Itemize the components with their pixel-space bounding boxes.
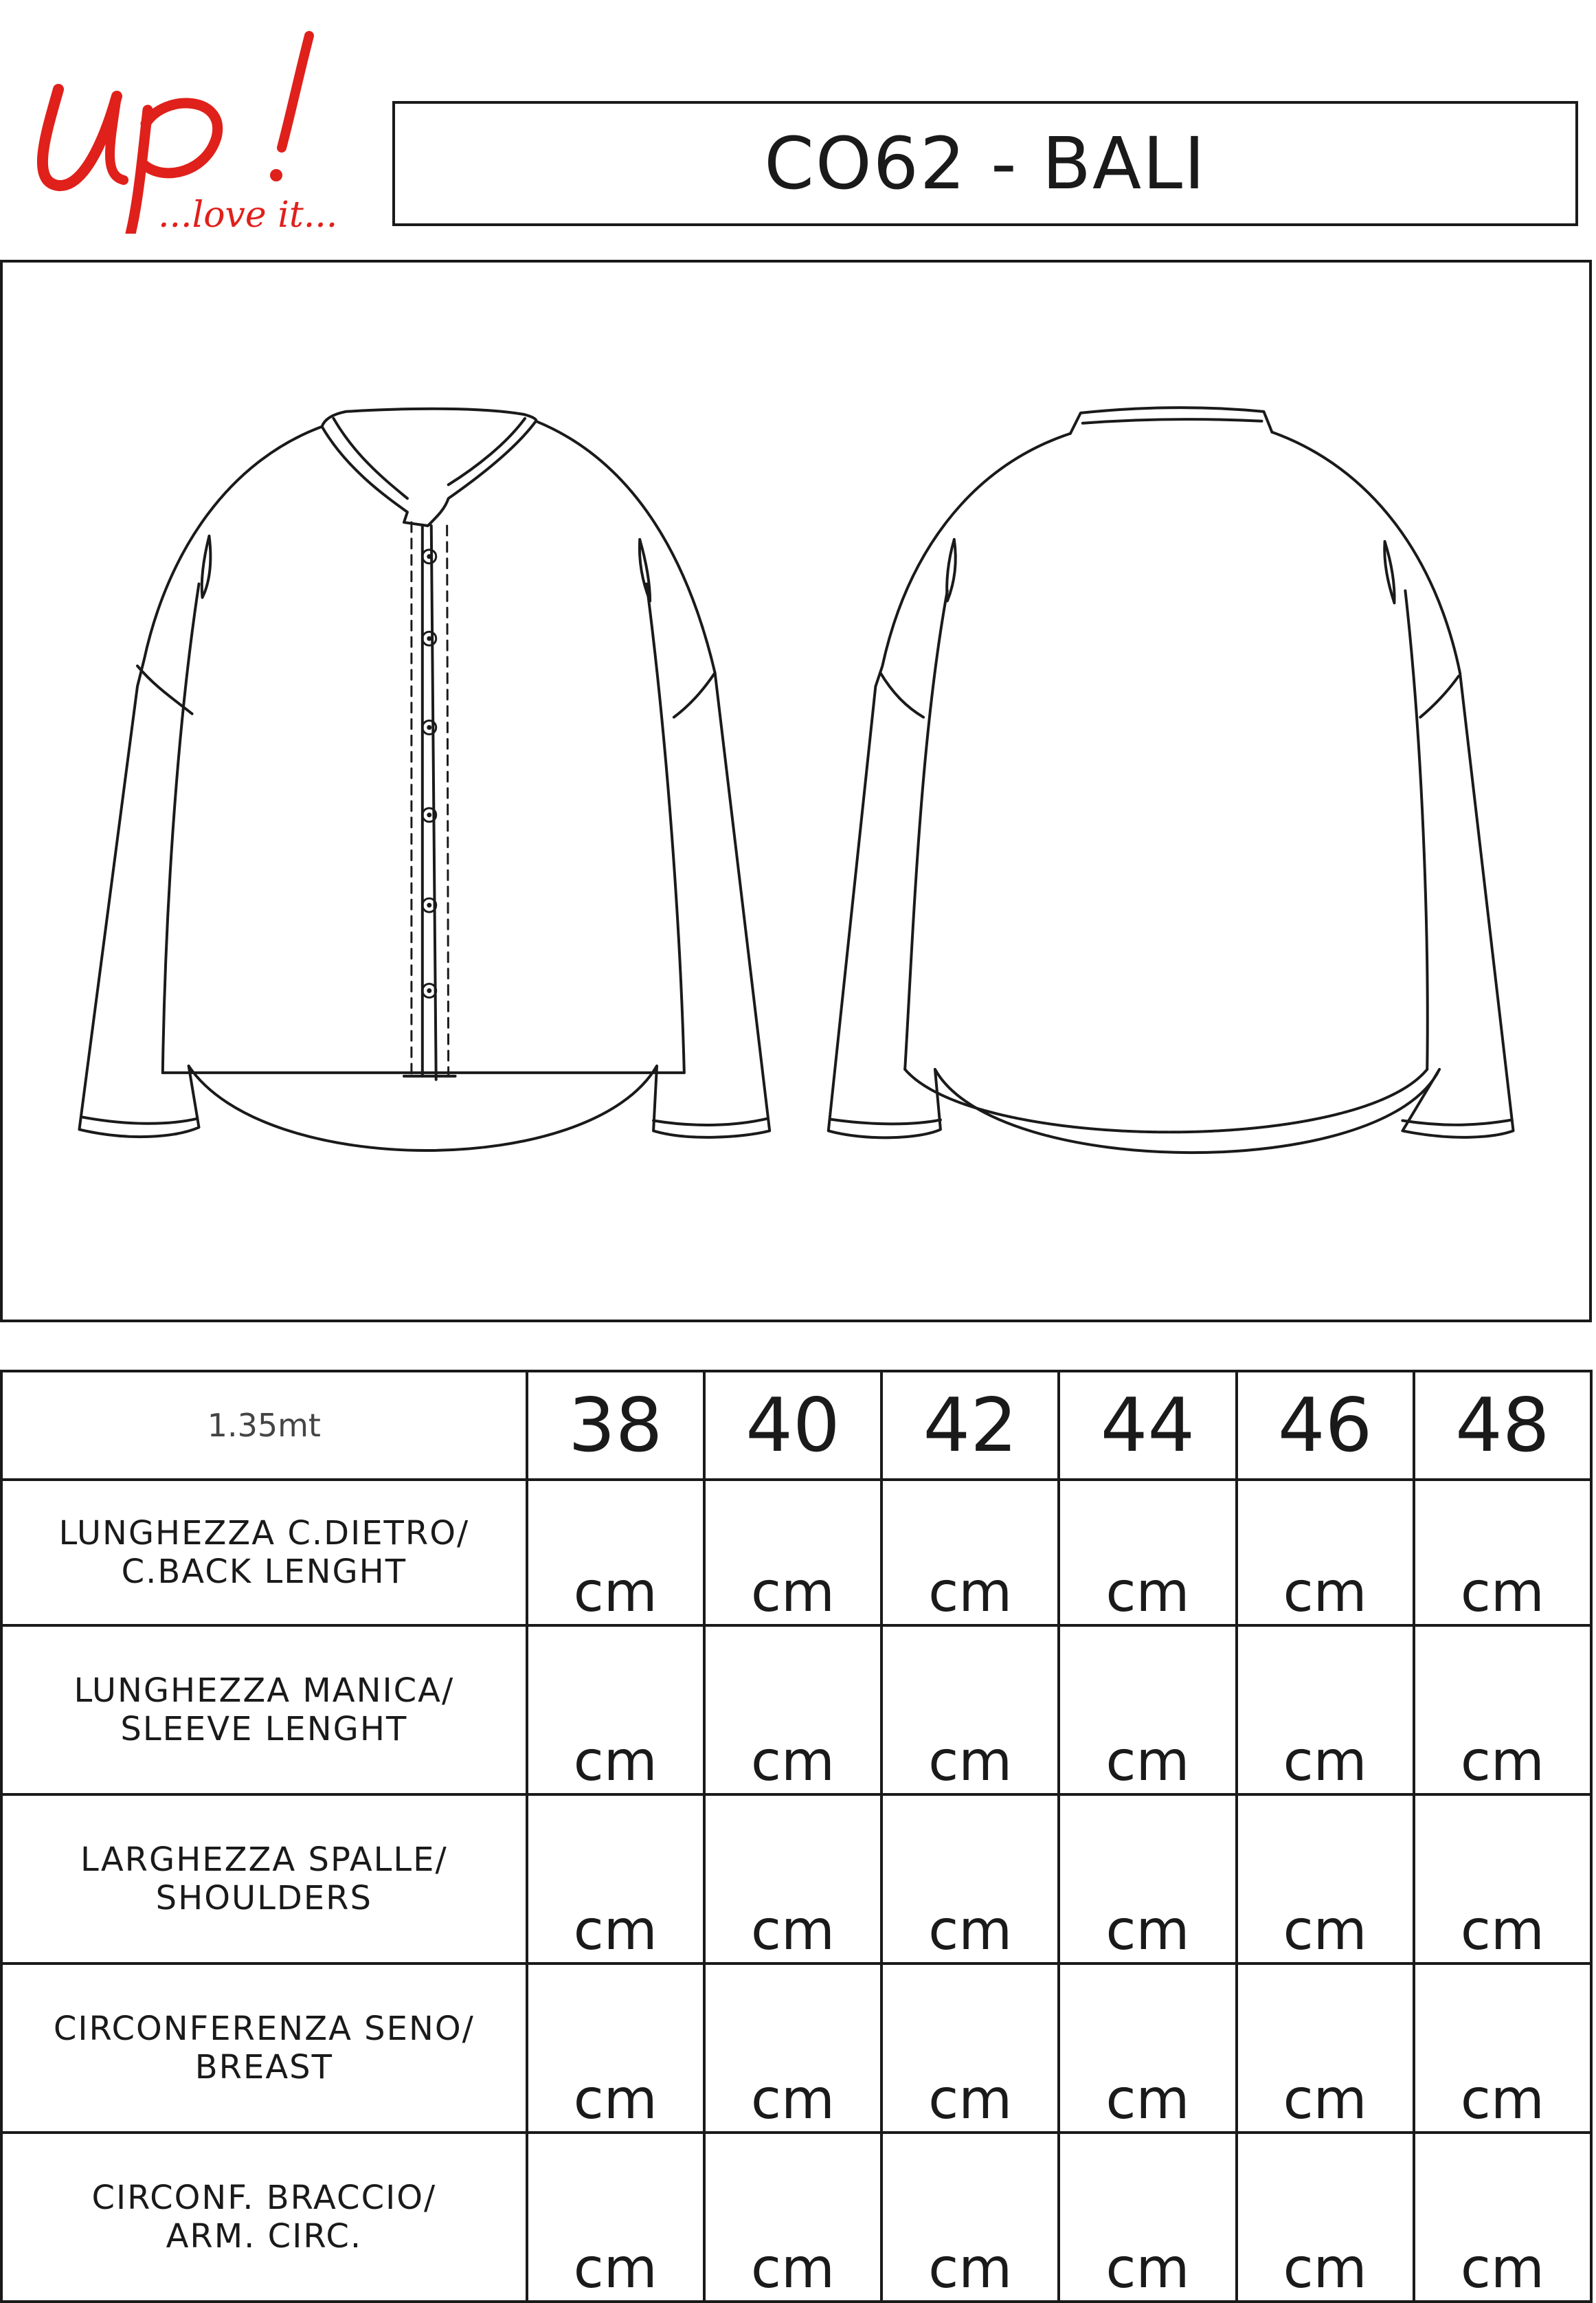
back-view	[829, 408, 1514, 1153]
measurement-label: CIRCONFERENZA SENO/ BREAST	[1, 1963, 527, 2133]
measurement-cell: cm	[1414, 1625, 1591, 1794]
measurement-cell: cm	[881, 2133, 1059, 2302]
size-header: 48	[1414, 1371, 1591, 1480]
measurement-cell: cm	[1414, 1963, 1591, 2133]
measurement-cell: cm	[1059, 2133, 1236, 2302]
measurement-cell: cm	[527, 1480, 704, 1625]
measurement-row-sleeve-length	[1, 1625, 1591, 1794]
measurement-cell: cm	[1414, 1480, 1591, 1625]
measurement-cell: cm	[1237, 1794, 1414, 1963]
measurement-cell: cm	[881, 1480, 1059, 1625]
technical-drawing	[0, 260, 1592, 1322]
measurement-label: LARGHEZZA SPALLE/ SHOULDERS	[1, 1794, 527, 1963]
measurement-cell: cm	[881, 1963, 1059, 2133]
size-header: 38	[527, 1371, 704, 1480]
size-header: 42	[881, 1371, 1059, 1480]
measurement-cell: cm	[527, 2133, 704, 2302]
measurement-cell: cm	[1237, 1480, 1414, 1625]
garment-sketch	[3, 263, 1589, 1320]
measurement-cell: cm	[704, 1625, 881, 1794]
measurement-label: LUNGHEZZA C.DIETRO/ C.BACK LENGHT	[1, 1480, 527, 1625]
measurement-cell: cm	[704, 2133, 881, 2302]
size-header: 46	[1237, 1371, 1414, 1480]
measurement-cell: cm	[881, 1794, 1059, 1963]
measurement-cell: cm	[704, 1794, 881, 1963]
measurement-row-shoulders	[1, 1794, 1591, 1963]
front-view	[79, 409, 769, 1150]
brand-logo	[21, 27, 337, 234]
size-header: 44	[1059, 1371, 1236, 1480]
size-header: 40	[704, 1371, 881, 1480]
measurement-cell: cm	[1414, 1794, 1591, 1963]
measurement-cell: cm	[881, 1625, 1059, 1794]
fabric-consumption: 1.35mt	[1, 1371, 527, 1480]
measurement-cell: cm	[527, 1625, 704, 1794]
measurement-cell: cm	[1237, 1625, 1414, 1794]
measurement-cell: cm	[1237, 1963, 1414, 2133]
measurement-row-breast	[1, 1963, 1591, 2133]
measurement-row-arm-circ	[1, 2133, 1591, 2302]
measurement-cell: cm	[527, 1794, 704, 1963]
measurement-cell: cm	[1237, 2133, 1414, 2302]
measurement-cell: cm	[1414, 2133, 1591, 2302]
measurement-cell: cm	[1059, 1480, 1236, 1625]
logo-tagline: ...love it...	[158, 194, 337, 234]
brand-logo-mark	[21, 27, 337, 234]
measurement-cell: cm	[1059, 1625, 1236, 1794]
measurement-cell: cm	[704, 1963, 881, 2133]
measurement-cell: cm	[1059, 1963, 1236, 2133]
measurement-cell: cm	[527, 1963, 704, 2133]
measurement-row-back-length	[1, 1480, 1591, 1625]
measurement-cell: cm	[704, 1480, 881, 1625]
measurement-label: LUNGHEZZA MANICA/ SLEEVE LENGHT	[1, 1625, 527, 1794]
measurement-label: CIRCONF. BRACCIO/ ARM. CIRC.	[1, 2133, 527, 2302]
measurement-cell: cm	[1059, 1794, 1236, 1963]
product-title: CO62 - BALI	[764, 122, 1206, 205]
size-chart	[0, 1370, 1593, 2303]
title-box	[392, 101, 1578, 226]
size-header-row	[1, 1371, 1591, 1480]
